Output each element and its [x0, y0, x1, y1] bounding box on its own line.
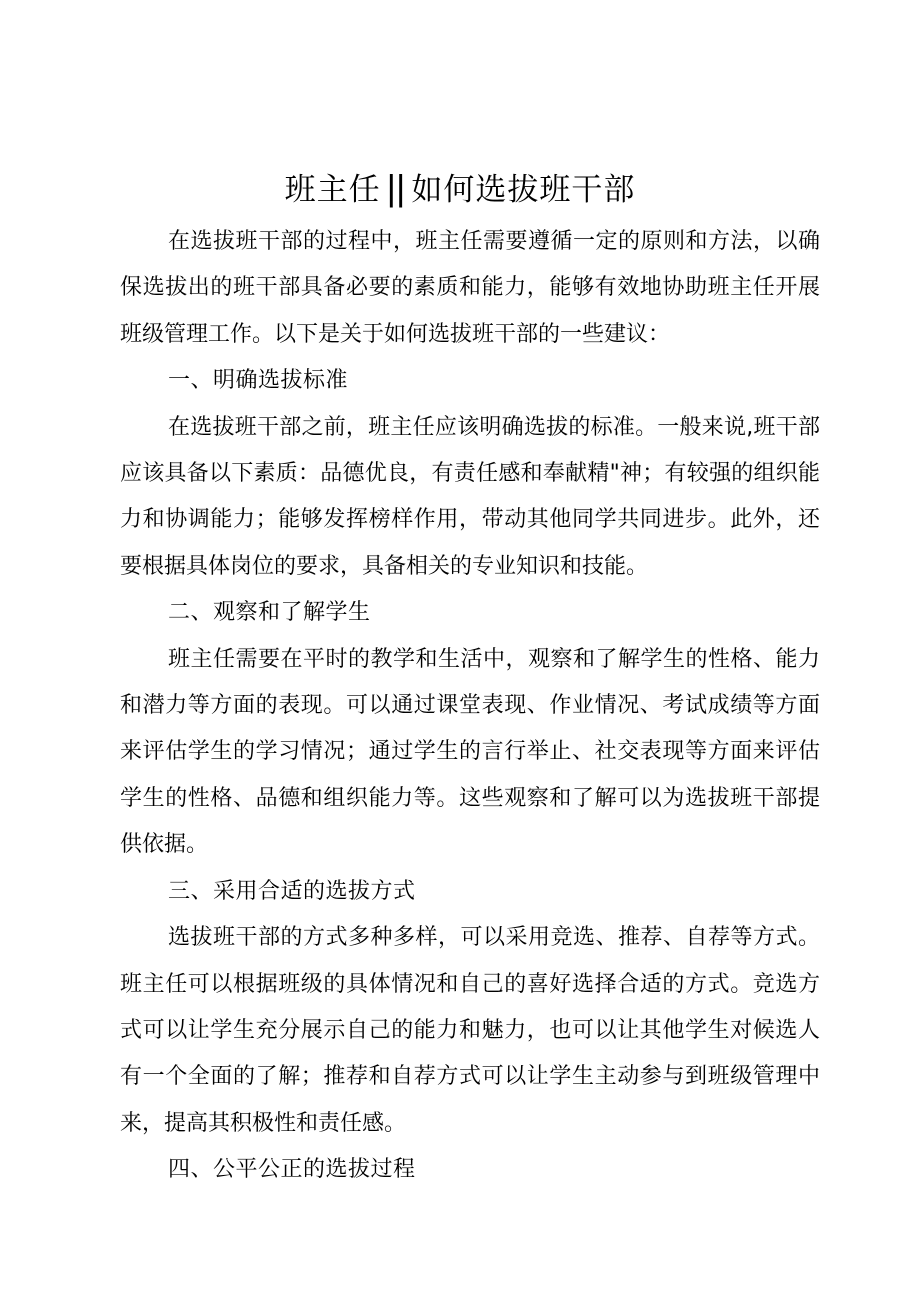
section-paragraph-1: 在选拔班干部之前，班主任应该明确选拔的标准。一般来说,班干部应该具备以下素质：品德优良，有责任感和奉献精"神；有较强的组织能力和协调能力；能够发挥榜样作用，带动其他同学共同进步。此外，还要根据具体岗位的要求，具备相关的专业知识和技能。	[120, 414, 820, 579]
title-part-1: 班主任	[284, 172, 381, 208]
title-separator: ||	[386, 167, 406, 208]
intro-paragraph: 在选拔班干部的过程中，班主任需要遵循一定的原则和方法，以确保选拔出的班干部具备必要的素质和能力，能够有效地协助班主任开展班级管理工作。以下是关于如何选拔班干部的一些建议：	[120, 229, 820, 347]
section-paragraph-3: 选拔班干部的方式多种多样，可以采用竞选、推荐、自荐等方式。班主任可以根据班级的具体情况和自己的喜好选择合适的方式。竞选方式可以让学生充分展示自己的能力和魅力，也可以让其他学生对候选人有一个全面的了解；推荐和自荐方式可以让学生主动参与到班级管理中来，提高其积极性和责任感。	[120, 925, 820, 1136]
section-heading-3: 三、采用合适的选拔方式	[168, 878, 416, 904]
section-heading-2: 二、观察和了解学生	[168, 600, 371, 626]
section-heading-1: 一、明确选拔标准	[168, 368, 349, 394]
section-paragraph-2: 班主任需要在平时的教学和生活中，观察和了解学生的性格、能力和潜力等方面的表现。可以通过课堂表现、作业情况、考试成绩等方面来评估学生的学习情况；通过学生的言行举止、社交表现等方面来评估学生的性格、品德和组织能力等。这些观察和了解可以为选拔班干部提供依据。	[120, 646, 820, 858]
title-part-2: 如何选拔班干部	[411, 172, 636, 208]
document-title	[0, 160, 920, 218]
section-heading-4: 四、公平公正的选拔过程	[168, 1157, 416, 1183]
document-body	[120, 219, 820, 1194]
